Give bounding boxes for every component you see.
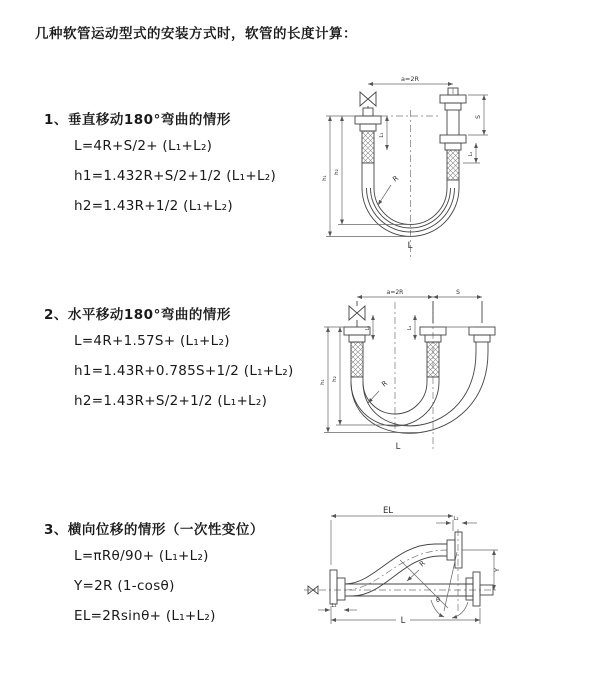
left-flange bbox=[330, 570, 345, 604]
hose-s-curve bbox=[345, 544, 447, 596]
dim-label-l2: L₂ bbox=[468, 151, 474, 157]
dim-label-radius: R bbox=[380, 379, 390, 389]
dim-label-l2: L₂ bbox=[453, 516, 459, 522]
middle-pipe bbox=[420, 301, 446, 382]
dim-label-s: S bbox=[475, 115, 482, 119]
dim-label-length: L bbox=[407, 241, 413, 251]
dim-label-span: a=2R bbox=[386, 289, 404, 296]
page-title: 几种软管运动型式的安装方式时，软管的长度计算： bbox=[35, 26, 357, 42]
dim-label-h2: h₂ bbox=[332, 376, 338, 382]
diagram-lateral-displacement bbox=[300, 503, 600, 651]
section-3-formula-Y: Y=2R (1-cosθ) bbox=[74, 578, 175, 594]
hose-u-bend-position2 bbox=[351, 352, 488, 433]
dimension-lines bbox=[318, 516, 498, 624]
dim-label-radius: R bbox=[417, 559, 427, 569]
right-pipe bbox=[440, 88, 466, 188]
section-3-formula-L: L=πRθ/90+ (L₁+L₂) bbox=[74, 548, 209, 564]
section-3-formula-EL: EL=2Rsinθ+ (L₁+L₂) bbox=[74, 608, 216, 624]
braided-hose-section bbox=[447, 150, 459, 180]
dim-label-length: L bbox=[395, 442, 401, 452]
section-2-formula-h1: h1=1.43R+0.785S+1/2 (L₁+L₂) bbox=[74, 363, 294, 379]
dim-label-length: L bbox=[400, 616, 406, 626]
section-2-heading: 2、水平移动180°弯曲的情形 bbox=[44, 307, 231, 323]
valve-icon bbox=[360, 92, 376, 108]
section-3-heading: 3、横向位移的情形（一次性变位） bbox=[44, 522, 264, 538]
section-1-formula-h2: h2=1.43R+1/2 (L₁+L₂) bbox=[74, 198, 233, 214]
dim-label-h1: h₁ bbox=[320, 379, 326, 385]
dimension-lines bbox=[324, 297, 482, 433]
dimension-lines bbox=[326, 84, 488, 237]
dim-label-s: S bbox=[456, 289, 460, 296]
valve-icon bbox=[349, 301, 365, 327]
section-2-formula-L: L=4R+1.57S+ (L₁+L₂) bbox=[74, 333, 230, 349]
section-1-heading: 1、垂直移动180°弯曲的情形 bbox=[44, 112, 231, 128]
left-pipe bbox=[344, 327, 370, 382]
right-pipe bbox=[469, 301, 495, 352]
dim-label-l1: L₁ bbox=[379, 132, 385, 138]
diagram-vertical-180-bend bbox=[308, 68, 600, 266]
braided-hose-section bbox=[362, 131, 374, 163]
dim-label-span: a=2R bbox=[400, 75, 420, 83]
section-1-formula-L: L=4R+S/2+ (L₁+L₂) bbox=[74, 138, 213, 154]
section-2-formula-h2: h2=1.43R+S/2+1/2 (L₁+L₂) bbox=[74, 393, 268, 409]
dim-label-l2: L₂ bbox=[407, 325, 413, 331]
dim-label-radius: R bbox=[391, 174, 401, 184]
diagram-horizontal-180-bend bbox=[308, 282, 600, 462]
dim-label-h1: h₁ bbox=[322, 175, 328, 181]
dim-label-h2: h₂ bbox=[334, 169, 340, 175]
braided-hose-section bbox=[351, 342, 363, 377]
left-pipe bbox=[355, 108, 381, 188]
dim-label-angle: θ bbox=[436, 596, 440, 604]
dim-label-y: Y bbox=[493, 568, 501, 572]
section-1-formula-h1: h1=1.432R+S/2+1/2 (L₁+L₂) bbox=[74, 168, 277, 184]
braided-hose-section bbox=[427, 342, 439, 377]
original-flange bbox=[466, 572, 493, 606]
dim-label-l1: L₁ bbox=[331, 603, 337, 609]
dim-label-el: EL bbox=[382, 506, 394, 516]
dim-label-l1: L₁ bbox=[365, 325, 371, 331]
